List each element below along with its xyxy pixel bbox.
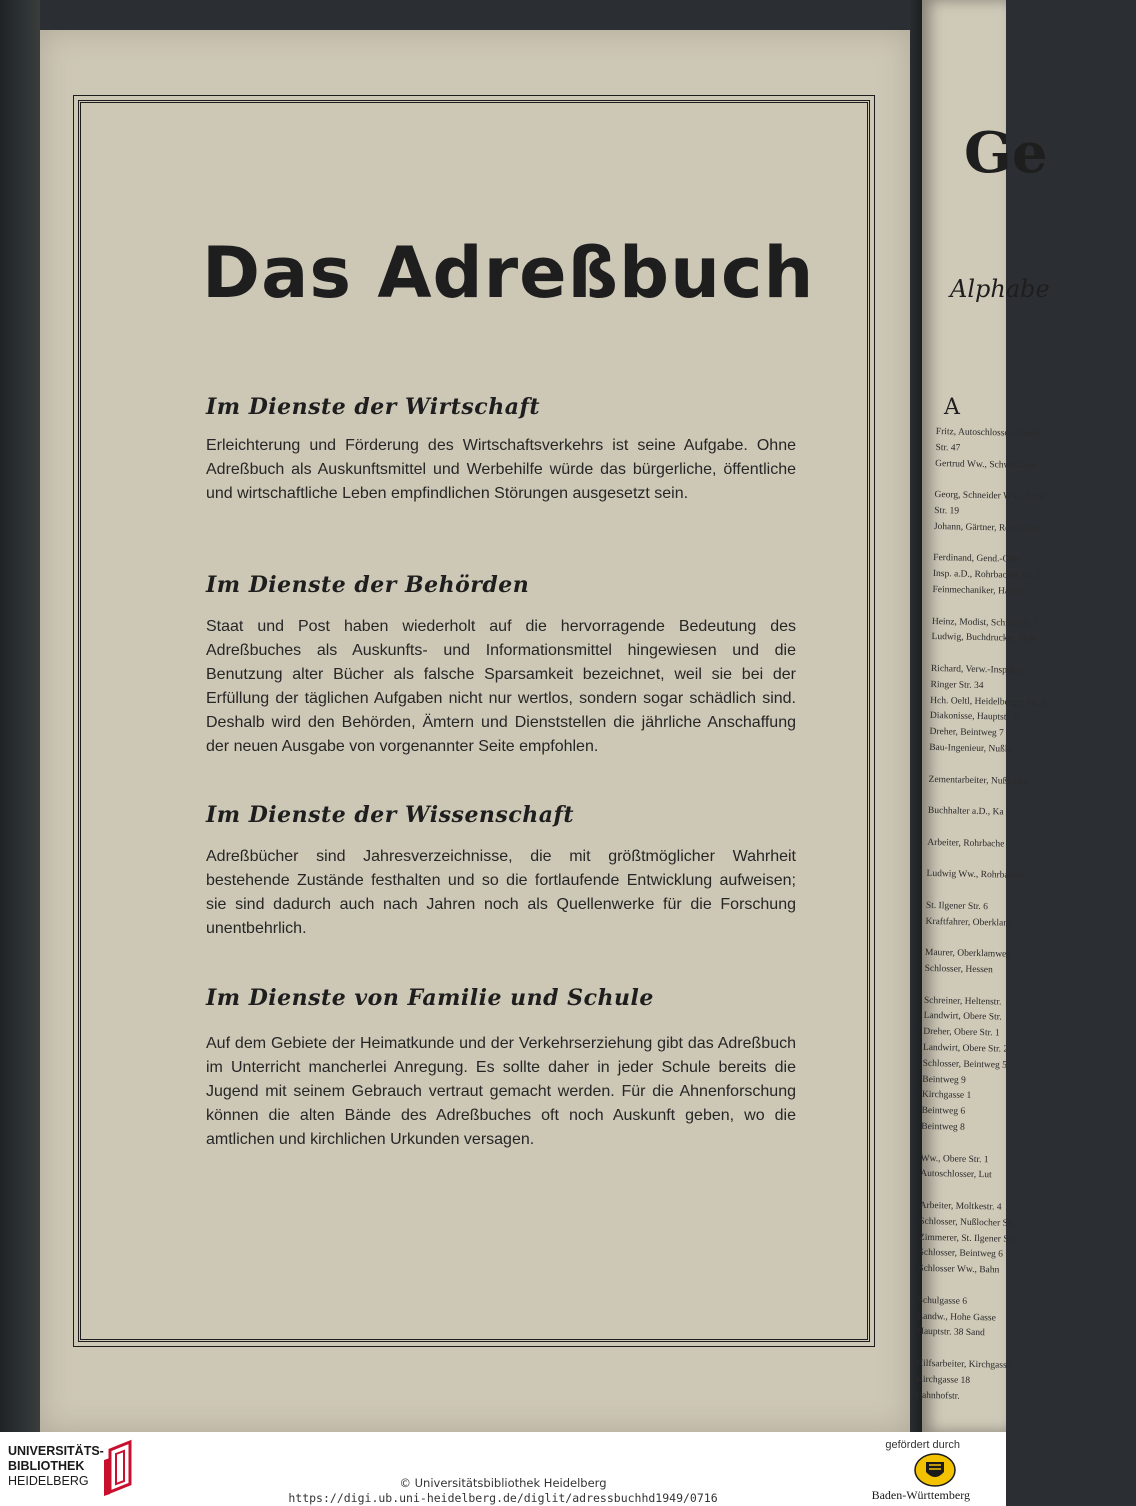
adjacent-page-entry: Ludwig, Buchdrucker, Hoh (931, 632, 1036, 645)
adjacent-page-entry: Feinmechaniker, Haupt- (932, 584, 1025, 597)
library-name-line2: BIBLIOTHEK (8, 1459, 85, 1473)
adjacent-page-title: Ge (964, 120, 1048, 186)
adjacent-page-letter: A (944, 395, 960, 420)
library-name-line3: HEIDELBERG (8, 1474, 89, 1488)
adjacent-page-entry: Dreher, Obere Str. 1 (923, 1027, 1000, 1039)
adjacent-page-entry: Richard, Verw.-Inspekto (930, 663, 1024, 676)
adjacent-page-entry: Gertrud Ww., Schwetzinge (935, 458, 1038, 471)
adjacent-page-entry: Beintweg 9 (922, 1074, 966, 1086)
adjacent-page-entry: Str. 19 (934, 505, 960, 517)
adjacent-page-entry: Fritz, Autoschlosser, Heidel (935, 426, 1042, 440)
adjacent-page-entry: Landw., Hohe Gasse (917, 1311, 996, 1324)
adjacent-page-entry: Dreher, Beintweg 7 (929, 727, 1004, 739)
adjacent-page-entry: Arbeiter, Moltkestr. 4 (919, 1200, 1002, 1213)
section-text-familie-schule: Auf dem Gebiete der Heimatkunde und der Verkehrserziehung gibt das Adreßbuch im Unterricht mancherlei Anregung. Es sollte daher in jeder Schule bereits die Jugend mit seinem Gebrauch vertraut gemacht werden. Für die Ahnenforschung können die alten Bände des Adreßbuches oft noch Auskunft geben, wo die amtlichen und kirchlichen Urkunden versagen. (206, 1035, 796, 1148)
adjacent-page-entry: Arbeiter, Rohrbache (927, 837, 1005, 850)
book-binding (0, 0, 40, 1432)
adjacent-page-entry: Landwirt, Obere Str. (923, 1011, 1002, 1023)
adjacent-page-entries (915, 425, 1135, 1408)
adjacent-page-entry: Hch. Oeltl, Heidelberger Str. 5 (930, 695, 1047, 708)
adjacent-page-entry: Ferdinand, Gend.-Ober (933, 553, 1022, 566)
section-text-behoerden: Staat und Post haben wiederholt auf die hervorragende Bedeutung des Adreßbuches als Auskunfts- und Informationsmittel hingewiesen und die Benutzung alter Bücher als falsche Sparsamkeit bezeichnet, weil sie bei der Erfüllung der täglichen Aufgaben nicht nur wertlos, sondern sogar schädlich sind. Deshalb wird den Behörden, Ämtern und Dienststellen die jährliche Anschaffung der neuen Ausgabe von vorgenannter Seite empfohlen. (206, 618, 796, 755)
adjacent-page-entry: Kraftfahrer, Oberklam (925, 916, 1011, 929)
adjacent-page-entry: Buchhalter a.D., Ka (927, 806, 1004, 818)
adjacent-page-entry: Ringer Str. 34 (930, 679, 984, 691)
page-title: Das Adreßbuch (202, 232, 815, 314)
section-heading-behoerden: Im Dienste der Behörden (206, 572, 530, 598)
adjacent-page-entry: Diakonisse, Hauptstr. 6 (929, 711, 1019, 724)
adjacent-page-entry: Ww., Obere Str. 1 (920, 1153, 989, 1165)
section-heading-familie-schule: Im Dienste von Familie und Schule (206, 985, 654, 1011)
adjacent-page-entry: Zementarbeiter, Nußloche (928, 774, 1028, 787)
adjacent-page-entry: Schlosser Ww., Bahn (918, 1264, 1000, 1276)
adjacent-page-entry: Kirchgasse 1 (921, 1090, 972, 1102)
adjacent-page-entry: Johann, Gärtner, Rohrbache (933, 521, 1041, 534)
adjacent-page-entry: Schulgasse 6 (917, 1295, 968, 1307)
viewer-footer (0, 1432, 1006, 1506)
adjacent-page-entry: Autoschlosser, Lut (920, 1169, 992, 1181)
adjacent-page-entry: Maurer, Oberklamweg (924, 948, 1012, 960)
adjacent-page-entry: Georg, Schneider Ww., Rohr (934, 490, 1045, 503)
sponsor-label: gefördert durch (885, 1439, 960, 1451)
adjacent-page-entry: Schlosser, Nußlocher Str. (919, 1216, 1016, 1229)
adjacent-page-entry: Bahnhofstr. (915, 1390, 960, 1402)
adjacent-page-entry: Beintweg 8 (921, 1121, 965, 1133)
adjacent-page-entry: Ludwig Ww., Rohrbacher (926, 869, 1026, 882)
permalink-url[interactable]: https://digi.ub.uni-heidelberg.de/diglit/adressbuchhd1949/0716 (288, 1491, 718, 1505)
adjacent-page-entry: Landwirt, Obere Str. 2 (922, 1042, 1009, 1055)
adjacent-page-subtitle: Alphabe (950, 275, 1050, 303)
sponsor-name: Baden-Württemberg (871, 1488, 970, 1502)
library-name-line1: UNIVERSITÄTS- (8, 1444, 104, 1458)
adjacent-page-entry: Kirchgasse 18 (915, 1374, 971, 1386)
adjacent-page-entry: Hauptstr. 38 Sand (916, 1327, 985, 1339)
adjacent-page-entry: Schreiner, Heltenstr. (923, 995, 1002, 1008)
baden-wuerttemberg-crest-icon[interactable] (914, 1453, 956, 1487)
adjacent-page-entry: Beintweg 6 (921, 1106, 966, 1118)
adjacent-page-entry: Zimmerer, St. Ilgener Str. (918, 1232, 1017, 1245)
adjacent-page-entry: Schlosser, Beintweg 6 (918, 1248, 1004, 1261)
copyright-notice: © Universitätsbibliothek Heidelberg (399, 1476, 607, 1490)
adjacent-page-entry: Schlosser, Hessen (924, 963, 993, 976)
section-heading-wirtschaft: Im Dienste der Wirtschaft (206, 394, 541, 420)
adjacent-page-entry: Hilfsarbeiter, Kirchgasse (916, 1358, 1012, 1371)
adjacent-page-entry: Heinz, Modist, Schillerstr. 1 (931, 616, 1040, 629)
adjacent-page (915, 0, 1050, 1432)
adjacent-page-entry: Str. 47 (935, 442, 961, 454)
adjacent-page-entry: St. Ilgener Str. 6 (925, 900, 989, 913)
section-text-wissenschaft: Adreßbücher sind Jahresverzeichnisse, die mit größtmöglicher Wahrheit bestehende Zustände festhalten und so die fortlaufende Entwicklung aufweisen; sie sind dadurch auch nach Jahren noch als Quellenwerke für die Forschung unentbehrlich. (206, 848, 796, 937)
section-text-wirtschaft: Erleichterung und Förderung des Wirtschaftsverkehrs ist seine Aufgabe. Ohne Adreßbuch als Auskunftsmittel und Werbehilfe würde das bürgerliche, öffentliche und wirtschaftliche Leben empfindlichen Störungen ausgesetzt sein. (206, 437, 796, 502)
adjacent-page-entry: Bau-Ingenieur, Nußlo (929, 742, 1013, 755)
adjacent-page-entry: Schlosser, Beintweg 5 (922, 1058, 1008, 1071)
section-heading-wissenschaft: Im Dienste der Wissenschaft (206, 802, 575, 828)
adjacent-page-entry: Insp. a.D., Rohrbacher Str. 2 (932, 569, 1042, 582)
